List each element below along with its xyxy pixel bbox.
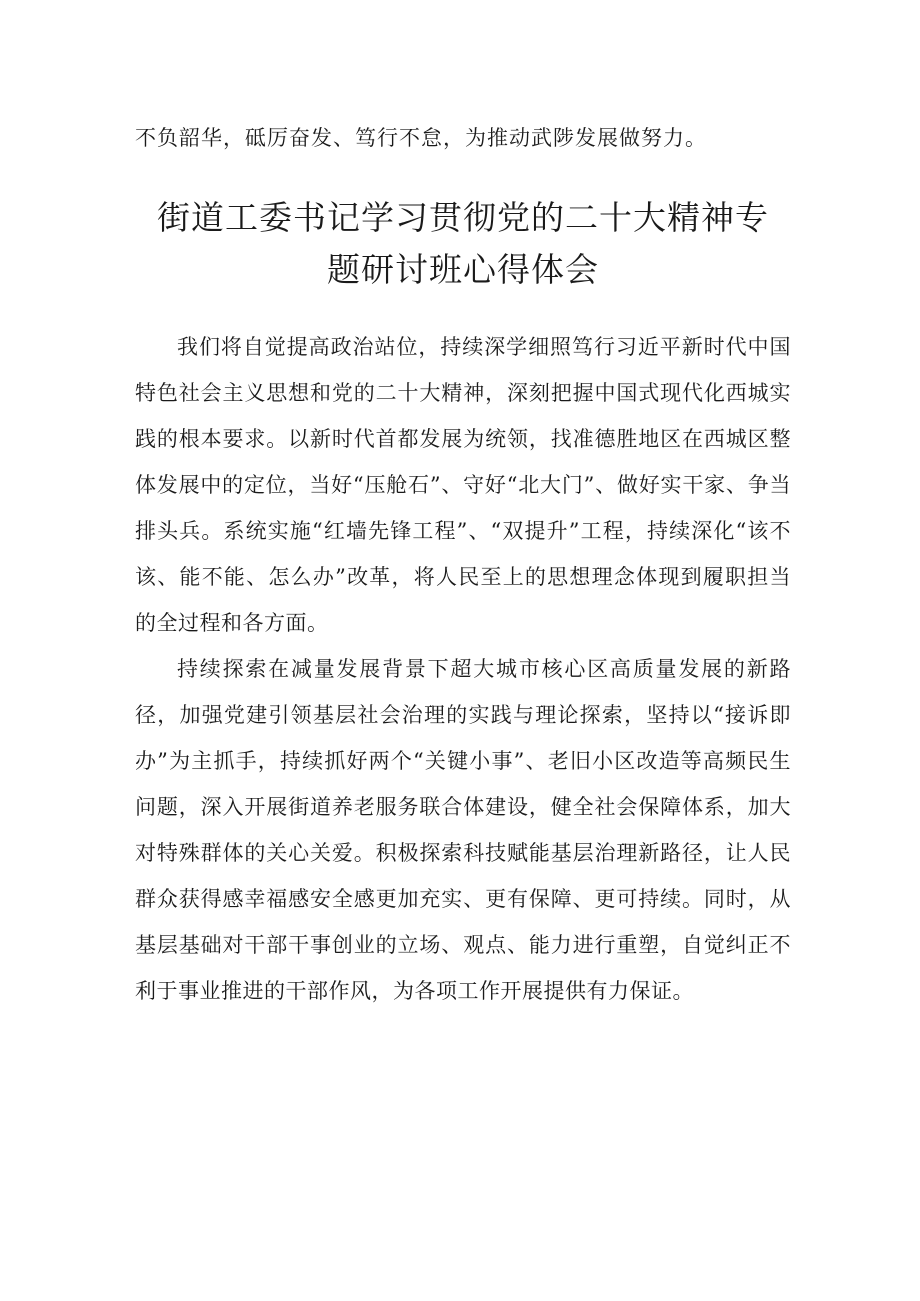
lead-text: 不负韶华，砥厉奋发、笃行不怠，为推动武陟发展做努力。 [135,126,707,150]
document-title [135,192,791,296]
title-line-2: 题研讨班心得体会 [327,250,599,289]
body-paragraph-1: 我们将自觉提高政治站位，持续深学细照笃行习近平新时代中国特色社会主义思想和党的二十大精神，深刻把握中国式现代化西城实践的根本要求。以新时代首都发展为统领，找准德胜地区在西城区整体发展中的定位，当好“压舱石”、守好“北大门”、做好实干家、争当排头兵。系统实施“红墙先锋工程”、“双提升”工程，持续深化“该不该、能不能、怎么办”改革，将人民至上的思想理念体现到履职担当的全过程和各方面。 [135,335,791,635]
body-paragraph-2: 持续探索在减量发展背景下超大城市核心区高质量发展的新路径，加强党建引领基层社会治理的实践与理论探索，坚持以“接诉即办”为主抓手，持续抓好两个“关键小事”、老旧小区改造等高频民生问题，深入开展街道养老服务联合体建设，健全社会保障体系，加大对特殊群体的关心关爱。积极探索科技赋能基层治理新路径，让人民群众获得感幸福感安全感更加充实、更有保障、更可持续。同时，从基层基础对干部干事创业的立场、观点、能力进行重塑，自觉纠正不利于事业推进的干部作风，为各项工作开展提供有力保证。 [135,657,791,1003]
document-content [135,120,791,1014]
title-line-1: 街道工委书记学习贯彻党的二十大精神专 [157,198,769,237]
